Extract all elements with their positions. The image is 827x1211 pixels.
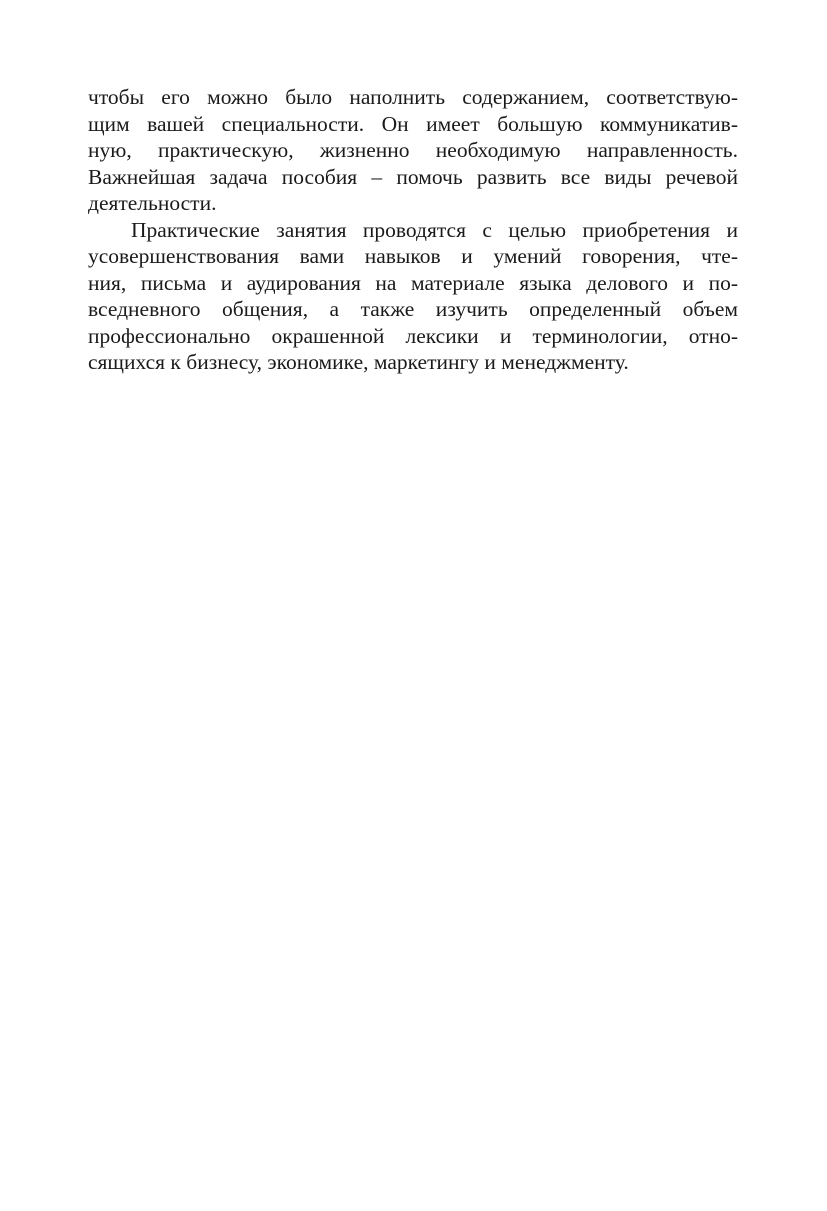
paragraph-2	[88, 217, 738, 376]
body-text	[88, 84, 738, 376]
text-line: вседневного общения, а также изучить определенный объем	[88, 297, 738, 321]
text-line: Важнейшая задача пособия – помочь развить все виды речевой	[88, 164, 738, 189]
text-line: щим вашей специальности. Он имеет большую коммуникатив-	[88, 111, 738, 136]
text-line: чтобы его можно было наполнить содержанием, соответствую-	[88, 85, 738, 109]
text-line: ную, практическую, жизненно необходимую направленность.	[88, 138, 738, 162]
text-line: сящихся к бизнесу, экономике, маркетингу и менеджменту.	[88, 350, 629, 374]
text-line: усовершенствования вами навыков и умений говорения, чте-	[88, 244, 738, 268]
text-line: Практические занятия проводятся с целью приобретения и	[131, 217, 738, 242]
paragraph-1	[88, 84, 738, 217]
text-line: деятельности.	[88, 191, 217, 215]
text-line: ния, письма и аудирования на материале языка делового и по-	[88, 270, 738, 295]
text-line: профессионально окрашенной лексики и терминологии, отно-	[88, 323, 738, 348]
